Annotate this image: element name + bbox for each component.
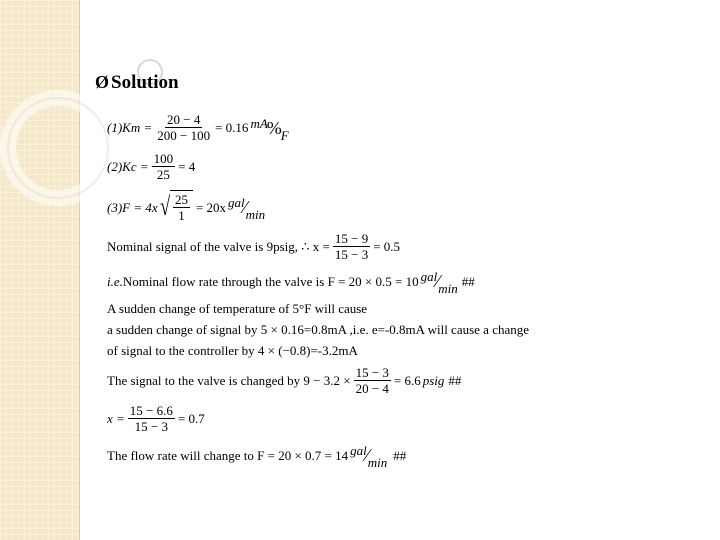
valve-signal-line: The signal to the valve is changed by 9 − 3.2 × $\frac{15 - 3}{20 - 4}$ = 6.6 psig ## [107,365,462,396]
square-root: √ $\frac{25}{1}$ [158,190,193,224]
text-line: of signal to the controller by 4 × (−0.8)=-3.2mA [107,343,358,358]
flow-change-line: The flow rate will change to F = 20 × 0.7 = 14 gal⁄min ## [107,443,407,470]
text-line: a sudden change of signal by 5 × 0.16=0.8mA ,i.e. e=-0.8mA will cause a change [107,322,530,337]
unit-ma-per-f: mA%F [250,115,289,143]
unit-gal-per-min: gal⁄min [420,269,458,296]
nominal-flow-line: i.e. Nominal flow rate through the valve is F = 20 × 0.5 = 10 gal⁄min ## [107,269,475,296]
nominal-signal-line: Nominal signal of the valve is 9psig, ∴ x = $\frac{15 - 9}{15 - 3}$ = 0.5 [107,231,401,262]
sidebar-divider [79,0,80,540]
equation-km: (1)Km = $\frac{20 - 4}{200 - 100}$ = 0.16 mA%F [107,112,289,143]
title-text: Solution [111,72,179,93]
equation-f: (3)F = 4x √ $\frac{25}{1}$ = 20x gal⁄min [107,192,266,223]
decorative-sidebar [0,0,79,540]
text-line: A sudden change of temperature of 5°F will cause [107,301,368,316]
equation-x: x = $\frac{15 - 6.6}{15 - 3}$ = 0.7 [107,403,205,434]
unit-gal-per-min: gal⁄min [228,195,266,222]
unit-gal-per-min: gal⁄min [350,443,388,470]
page-title [95,72,179,94]
equation-kc: (2)Kc = $\frac{100}{25}$ = 4 [107,151,196,182]
bullet-arrow-icon: Ø [95,72,110,92]
